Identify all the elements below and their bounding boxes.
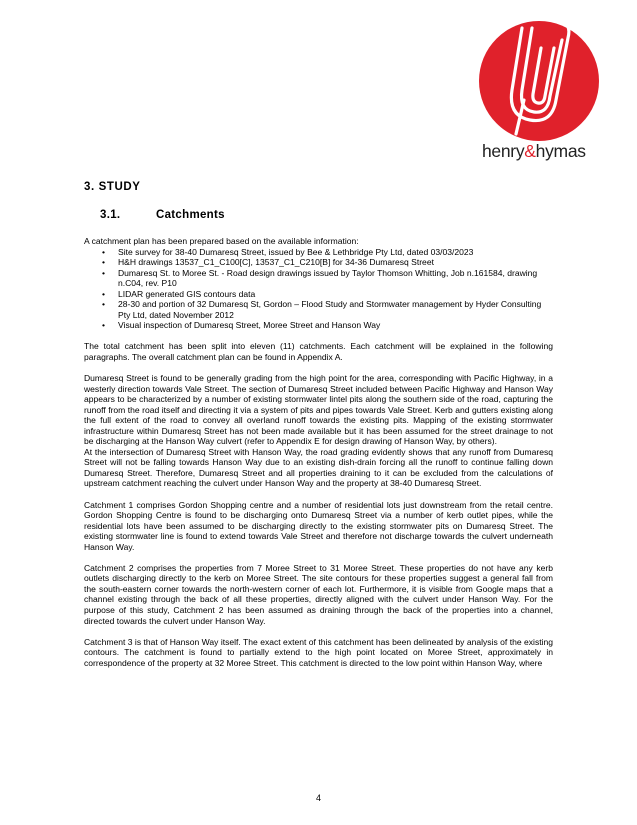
list-item: • H&H drawings 13537_C1_C100[C], 13537_C1_C210[B] for 34-36 Dumaresq Street <box>118 257 553 268</box>
paragraph-catchment-count: The total catchment has been split into eleven (11) catchments. Each catchment will be explained in the following paragraphs. The overall catchment plan can be found in Appendix A. <box>84 341 553 362</box>
brand-wordmark <box>482 141 586 162</box>
brand-ampersand: & <box>524 141 536 161</box>
list-item: • 28-30 and portion of 32 Dumaresq St, Gordon – Flood Study and Stormwater management by Hyder Consulting Pty Ltd, dated November 2012 <box>118 299 553 320</box>
paragraph-dumaresq-street: Dumaresq Street is found to be generally grading from the high point for the area, corresponding with Pacific Highway, in a westerly direction towards Vale Street. The section of Dumaresq Street included between Pacific Highway and Hanson Way appears to be characterized by a number of existing stormwater lintel pits along the southern side of the road, capturing the runoff from the road itself and directing it via a system of pits and pipes towards Vale Street. Kerb and gutters existing along the full extent of the road to convey all overland runoff towards the existing pits. Mapping of the existing stormwater infrastructure within Dumaresq Street has not been made available but it has been assumed for the street drainage to not be discharging at the Hanson Way culvert (refer to Appendix E for design drawing of Hanson Way, by others). <box>84 373 553 447</box>
subsection-title: Catchments <box>156 209 225 221</box>
list-item: • Dumaresq St. to Moree St. - Road design drawings issued by Taylor Thomson Whitting, Job n.161584, drawing n.C04, rev. P10 <box>118 268 553 289</box>
paragraph-catchment-1: Catchment 1 comprises Gordon Shopping centre and a number of residential lots just downstream from the retail centre. Gordon Shopping Centre is found to be discharging onto Dumaresq Street via a number of kerb outlet pipes, while the residential lots have been assumed to be discharging directly to the existing stormwater pits on Dumaresq Street. The existing stormwater line is found to extend towards Vale Street and therefore not discharge towards the culvert underneath Hanson Way. <box>84 499 553 552</box>
sources-list <box>84 247 553 331</box>
list-item: • Visual inspection of Dumaresq Street, Moree Street and Hanson Way <box>118 320 553 331</box>
paperclip-logo-icon <box>478 20 600 142</box>
intro-paragraph: A catchment plan has been prepared based on the available information: <box>84 236 359 246</box>
list-item: • LIDAR generated GIS contours data <box>118 289 553 300</box>
body-text <box>84 236 553 668</box>
paragraph-intersection: At the intersection of Dumaresq Street with Hanson Way, the road grading evidently shows that any runoff from Dumaresq Street will not be falling towards Hanson Way due to an existing dish-drain forcing all the runoff to continue falling down Dumaresq Street. Therefore, Dumaresq Street and all properties draining to it can be excluded from the calculations of upstream catchment reaching the culvert under Hanson Way and the property at 38-40 Dumaresq Street. <box>84 446 553 489</box>
paragraph-catchment-2: Catchment 2 comprises the properties from 7 Moree Street to 31 Moree Street. These properties do not have any kerb outlets discharging directly to the kerb on Moree Street. The site contours for these properties suggest a general fall from the south-eastern corner towards the north-western corner of each lot. Furthermore, it is visible from Google maps that a channel existing through the back of all these properties, directly aligned with the culvert under Hanson Way. For the purpose of this study, Catchment 2 has been assumed as draining through the back of the properties into a channel, directed towards the culvert under Hanson Way. <box>84 562 553 626</box>
subsection-heading <box>100 209 225 221</box>
page-number: 4 <box>315 793 321 803</box>
brand-name-part2: hymas <box>535 141 586 161</box>
list-item: • Site survey for 38-40 Dumaresq Street, issued by Bee & Lethbridge Pty Ltd, dated 03/03/2023 <box>118 247 553 258</box>
paragraph-catchment-3: Catchment 3 is that of Hanson Way itself. The exact extent of this catchment has been delineated by analysis of the existing contours. The catchment is found to partially extend to the high point located on Moree Street, approximately in correspondence of the property at 32 Moree Street. This catchment is directed to the low point within Hanson Way, where <box>84 636 553 668</box>
section-heading: 3. STUDY <box>84 181 141 193</box>
brand-name-part1: henry <box>482 141 525 161</box>
subsection-number: 3.1. <box>100 209 121 221</box>
